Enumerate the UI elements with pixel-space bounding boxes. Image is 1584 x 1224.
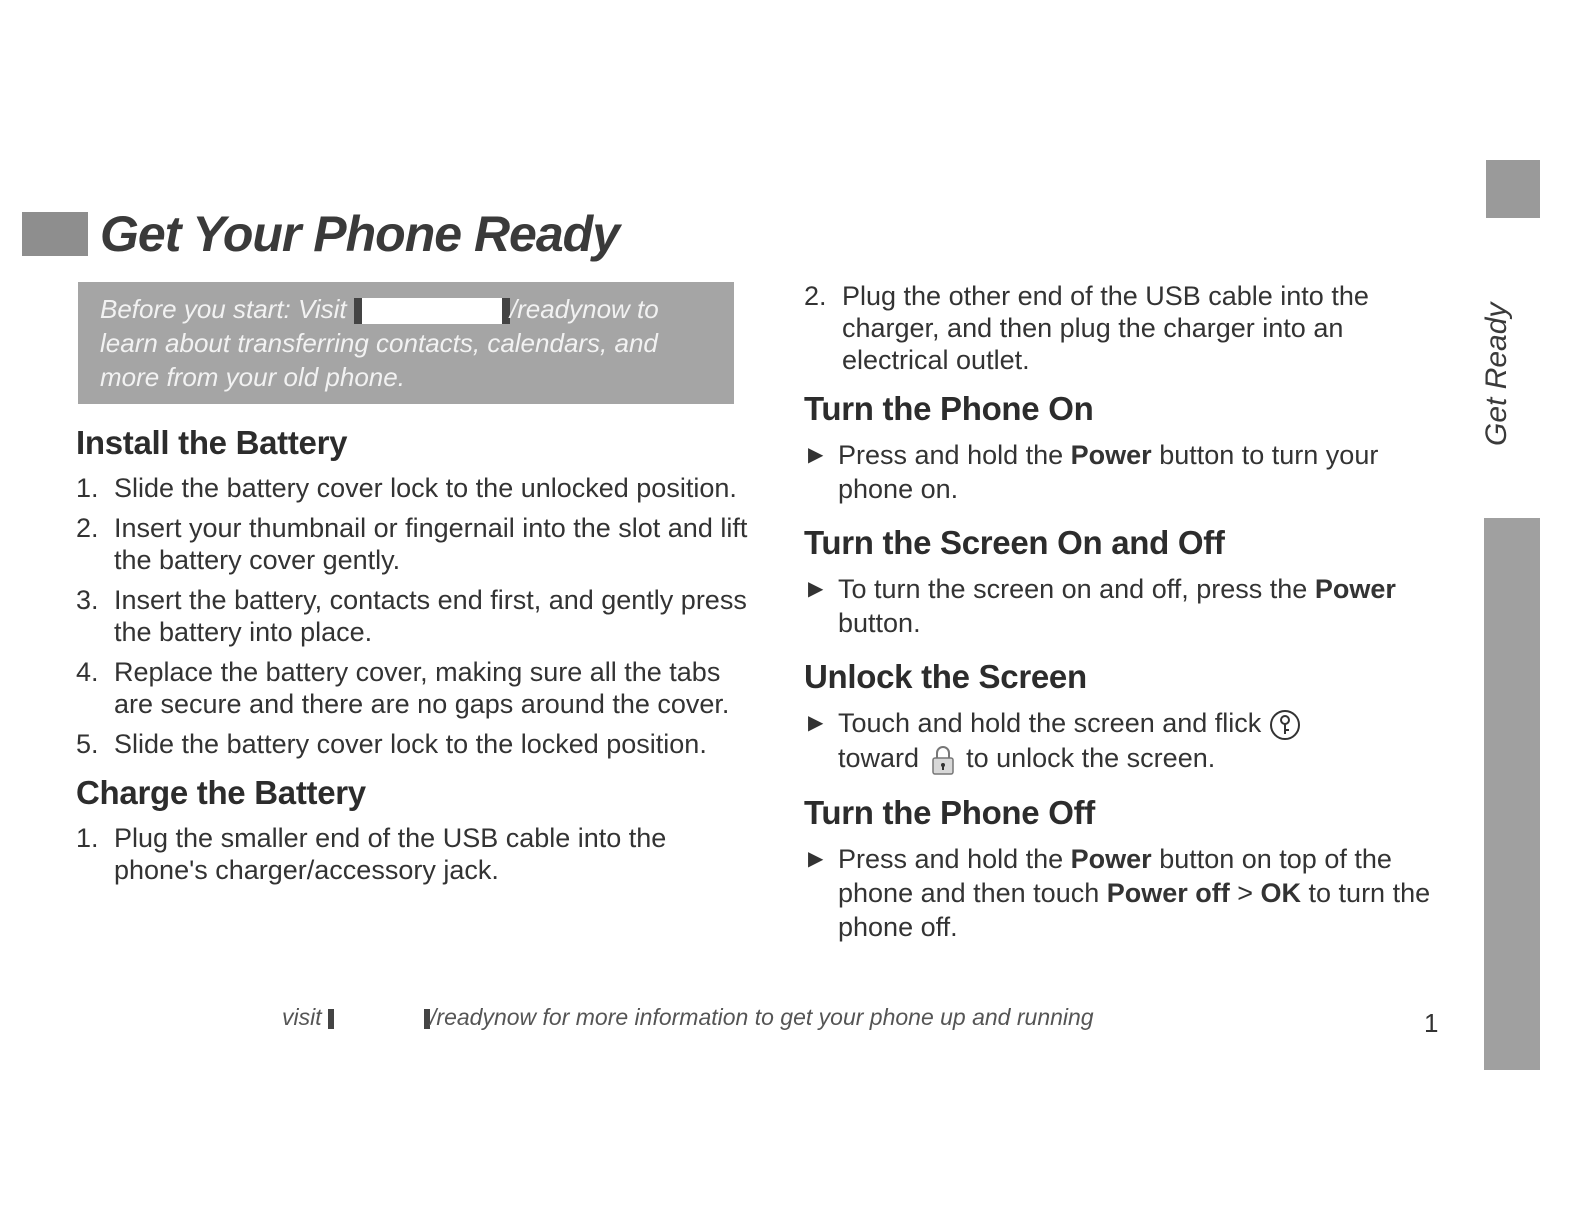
phone-on-heading: Turn the Phone On [804, 390, 1094, 427]
side-section-label: Get Ready [1480, 302, 1513, 446]
list-item: 2. Insert your thumbnail or fingernail into the slot and lift the battery cover gently. [76, 513, 748, 575]
screen-on-off-heading: Turn the Screen On and Off [804, 524, 1225, 561]
footer-note: visit /readynow for more information to get your phone up and running [282, 1004, 1094, 1030]
padlock-icon [927, 744, 959, 776]
install-battery-heading: Install the Battery [76, 424, 348, 461]
page-number: 1 [1424, 1008, 1439, 1038]
unlock-screen-text: ▶ Touch and hold the screen and flick toward to unlock the screen. [804, 706, 1454, 776]
unlock-screen-heading: Unlock the Screen [804, 658, 1087, 695]
right-column [804, 280, 1454, 962]
intro-text-after: /readynow to learn about transferring contacts, calendars, and more from your old phone. [100, 294, 659, 392]
bullet-triangle-icon: ▶ [808, 578, 824, 600]
side-tab-top [1486, 160, 1540, 218]
redacted-url [354, 298, 510, 324]
list-item: 4. Replace the battery cover, making sure all the tabs are secure and there are no gaps around the cover. [76, 657, 730, 719]
phone-on-text: ▶ Press and hold the Power button to turn your phone on. [808, 440, 1379, 504]
bullet-triangle-icon: ▶ [808, 444, 824, 466]
list-item: 5. Slide the battery cover lock to the locked position. [76, 729, 707, 759]
intro-text-before: Before you start: Visit [100, 294, 347, 324]
list-item: 1. Slide the battery cover lock to the unlocked position. [76, 473, 737, 503]
charge-battery-steps-part1 [76, 822, 766, 886]
page-title: Get Your Phone Ready [100, 206, 620, 262]
install-battery-steps [76, 472, 766, 760]
intro-callout [78, 282, 734, 404]
charge-battery-heading: Charge the Battery [76, 774, 366, 811]
side-tab-bottom [1484, 518, 1540, 1070]
redacted-url [328, 1009, 430, 1029]
charge-battery-steps-part2 [804, 280, 1454, 376]
key-icon [1269, 709, 1301, 741]
list-item: 2. Plug the other end of the USB cable into the charger, and then plug the charger into an electrical outlet. [804, 281, 1369, 375]
left-column [76, 424, 766, 900]
phone-off-heading: Turn the Phone Off [804, 793, 1095, 831]
list-item: 3. Insert the battery, contacts end first, and gently press the battery into place. [76, 585, 747, 647]
title-marker-block [22, 212, 88, 256]
phone-off-text: ▶ Press and hold the Power button on top of the phone and then touch Power off > OK to turn the phone off. [808, 843, 1431, 942]
bullet-triangle-icon: ▶ [808, 712, 824, 734]
list-item: 1. Plug the smaller end of the USB cable into the phone's charger/accessory jack. [76, 823, 667, 885]
screen-on-off-text: ▶ To turn the screen on and off, press the Power button. [808, 574, 1396, 638]
bullet-triangle-icon: ▶ [808, 847, 824, 870]
